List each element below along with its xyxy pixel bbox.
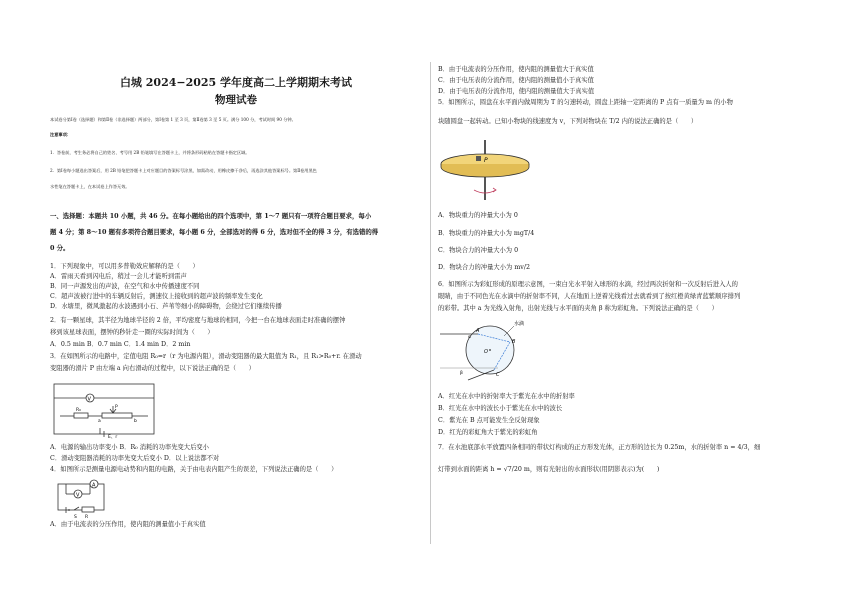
q6-rainbow-figure	[438, 316, 548, 386]
q5-option-d: D．物块合力的冲量大小为 mv/2	[438, 264, 530, 271]
column-divider	[430, 62, 431, 544]
exam-title: 白城 2024−2025 学年度高二上学期期末考试	[119, 76, 353, 89]
q3-line-2: 变阻器的滑片 P 由左端 a 向右滑动的过程中，以下说法正确的是（ ）	[50, 365, 255, 372]
q6-line-2: 眼睛，由于不同色光在水滴中的折射率不同，人在地面上逆着光线看过去就看到了按红橙黄绿青蓝紫顺序排列	[438, 293, 741, 300]
q1-option-d: D．水塘里，微风激起的水波遇到小石、芦苇等细小的障碍物，会绕过它们继续传播	[50, 303, 282, 310]
q6-fig-drop: 水滴	[514, 321, 525, 327]
q3-fig-p: P	[115, 405, 118, 410]
note-1: 1．答卷前，考生务必将自己的姓名、考号用 2B 铅笔填写在答题卡上，并将条形码粘贴在答题卡指定区域。	[50, 150, 250, 155]
q1-option-c: C．超声波被行进中的车辆反射后，测速仪上接收到的超声波的频率发生变化	[50, 293, 263, 300]
q6-option-a: A．红光在水中的折射率大于紫光在水中的折射率	[438, 393, 575, 400]
exam-intro: 本试卷分第Ⅰ卷（选择题）和第Ⅱ卷（非选择题）两部分，第Ⅰ卷第 1 至 3 页，第Ⅱ卷第 3 至 5 页。满分 100 分，考试时间 90 分钟。	[50, 117, 296, 122]
q6-line-3: 的彩带。其中 a 为光线入射角，出射光线与水平面的夹角 β 称为彩虹角。下列说法正确的是（ ）	[438, 305, 718, 312]
section-1-line-2: 题 4 分；第 8～10 题有多项符合题目要求，每小题 6 分，全部选对的得 6 分，选对但不全的得 3 分，有选错的得	[50, 228, 379, 236]
q4-fig-s: S	[74, 515, 77, 520]
q1-option-b: B．同一声源发出的声波，在空气和水中传播速度不同	[50, 283, 200, 290]
q5-fig-p: P	[484, 157, 488, 164]
q6-option-d: D．红光的彩虹角大于紫光的彩虹角	[438, 429, 538, 436]
q3-fig-v: V	[87, 396, 91, 403]
q3-fig-r0: R₀	[76, 408, 81, 413]
q6-line-1: 6．如图所示为彩虹形成的原理示意图，一束白光水平射入球形的水滴，经过两次折射和一次反射后进入人的	[438, 281, 738, 288]
q3-options-cd: C．滑动变阻器消耗的功率先变大后变小 D．以上说法都不对	[50, 455, 220, 462]
q4-fig-v: V	[76, 492, 80, 499]
section-1-line-1: 一、选择题：本题共 10 小题，共 46 分。在每小题给出的四个选项中，第 1～7 题只有一项符合题目要求，每小	[50, 212, 372, 220]
q5-line-1: 5．如图所示，圆盘在水平面内做周期为 T 的匀速转动，圆盘上距轴一定距离的 P 点有一质量为 m 的小物	[438, 99, 733, 106]
q4-option-b: B．由于电流表的分压作用，使内阻的测量值大于真实值	[438, 66, 594, 73]
q5-option-c: C．物块合力的冲量大小为 0	[438, 247, 519, 254]
q4-option-a: A．由于电流表的分压作用，使内阻的测量值小于真实值	[50, 521, 206, 528]
q4-circuit-figure	[54, 478, 110, 518]
q4-fig-a: A	[92, 482, 96, 489]
q7-line-1: 7．在水池底部水平放置四条相同的带状灯构成的正方形发光体，正方形的边长为 0.25m，水的折射率 n = 4/3，细	[438, 444, 761, 451]
q4-fig-r: R	[85, 515, 89, 520]
q3-fig-a: a	[98, 419, 101, 424]
q4-option-c: C．由于电压表的分流作用，使内阻的测量值小于真实值	[438, 77, 594, 84]
q1-stem: 1．下列现象中，可以用多普勒效应解释的是（ ）	[50, 263, 199, 270]
q5-option-b: B．物块重力的冲量大小为 mgT/4	[438, 230, 535, 237]
q6-fig-c-point: C	[496, 372, 500, 378]
q1-option-a: A．雷雨天看到闪电后，稍过一会儿才能听到雷声	[50, 273, 187, 280]
q5-disk-figure	[438, 138, 530, 202]
q2-line-2: 移到该星球表面，摆钟的秒针走一圈的实际时间为（ ）	[50, 329, 214, 336]
q3-circuit-figure	[50, 378, 162, 440]
note-2b: 水性笔在答题卡上，在本试卷上作答无效。	[50, 184, 130, 189]
q5-line-2: 块随圆盘一起转动。已知小物块的线速度为 v，下列对物块在 T/2 内的说法正确的是（ ）	[438, 118, 698, 125]
note-2a: 2．第Ⅰ卷每小题选出答案后，用 2B 铅笔把答题卡上对应题目的答案标号涂黑，如需改动，用橡皮擦干净后，再选涂其他答案标号。第Ⅱ卷用黑色	[50, 168, 317, 173]
q6-fig-beta: β	[460, 371, 463, 376]
exam-subtitle: 物理试卷	[215, 94, 257, 106]
notes-label: 注意事项：	[50, 132, 71, 137]
section-1-line-3: 0 分。	[50, 244, 70, 252]
q2-options: A．0.5 min B．0.7 min C．1.4 min D．2 min	[50, 341, 191, 348]
q3-options-ab: A．电源的输出功率变小 B．R₀ 消耗的功率先变大后变小	[50, 444, 209, 451]
q2-line-1: 2．有一颗星球，其半径为地球半径的 2 倍，平均密度与地球的相同，今把一台在地球表面走时准确的摆钟	[50, 317, 346, 324]
q6-option-c: C．紫光在 B 点可能发生全反射现象	[438, 417, 540, 424]
q5-option-a: A．物块重力的冲量大小为 0	[438, 212, 518, 219]
q7-line-2: 灯带到水面的距离 h = √7/20 m，则有光射出的水面形状(用阴影表示)为( )	[438, 466, 660, 473]
q4-option-d: D．由于电压表的分流作用，使内阻的测量值大于真实值	[438, 88, 595, 95]
q3-fig-b: b	[134, 419, 137, 424]
q6-fig-b-point: B	[512, 339, 516, 345]
q3-line-1: 3．在如图所示的电路中，定值电阻 R₀=r（r 为电源内阻），滑动变阻器的最大阻值为 R₁，且 R₁>R₀+r. 在滑动	[50, 353, 362, 360]
q6-option-b: B．红光在水中的波长小于紫光在水中的波长	[438, 405, 563, 412]
q6-fig-alpha: α	[468, 335, 471, 340]
q4-stem: 4．如图所示是测量电源电动势和内阻的电路，关于由电表内阻产生的误差，下列说法正确的是（ ）	[50, 466, 338, 473]
q6-fig-o-point: O	[484, 349, 488, 355]
q3-fig-er: E、r	[108, 435, 118, 440]
q6-fig-a-point: A	[476, 328, 480, 334]
